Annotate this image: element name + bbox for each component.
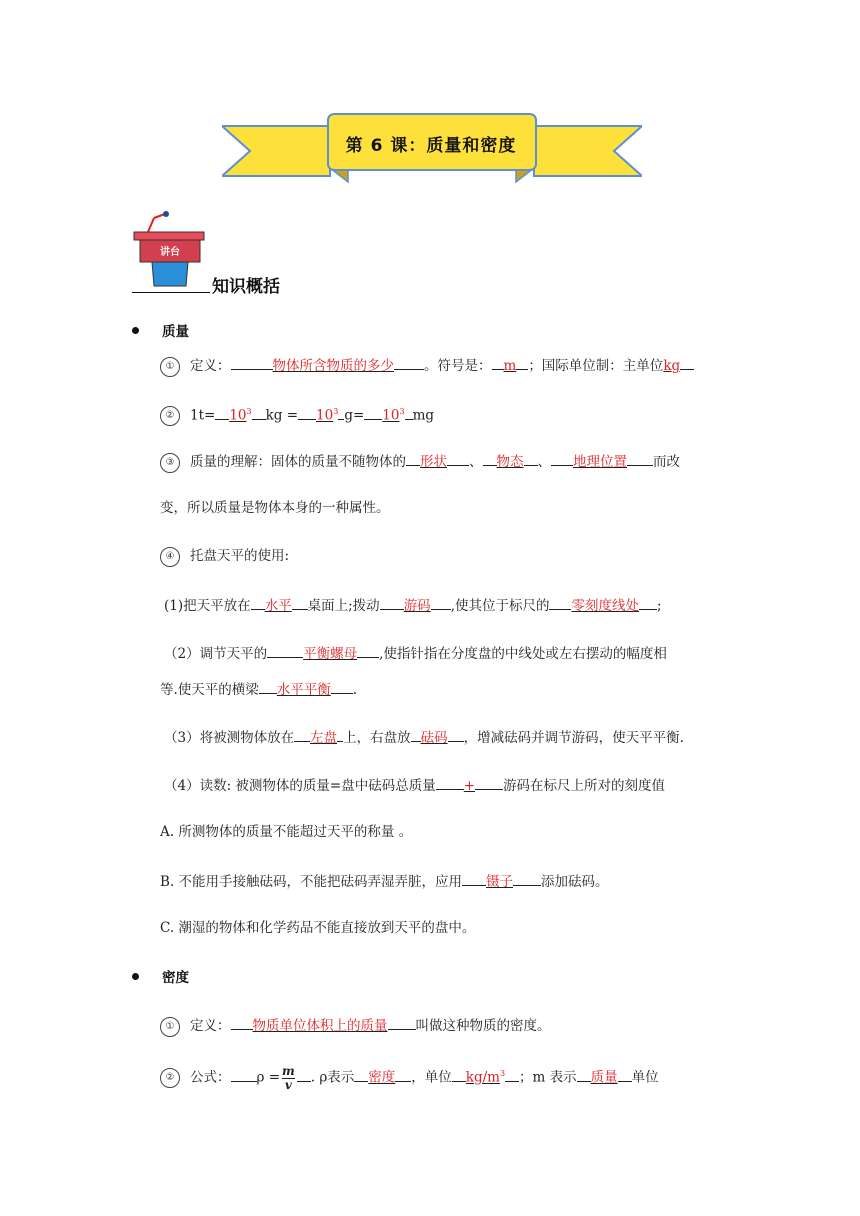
balance-step-2b: 等.使天平的横梁 水平平衡 . — [160, 678, 357, 700]
blank — [231, 354, 273, 370]
balance-step-3: （3）将被测物体放在 左盘 上，右盘放 砝码 ，增减砝码并调节游码，使天平平衡. — [164, 726, 684, 748]
bullet-dot — [132, 973, 139, 980]
note-b: B. 不能用手接触砝码，不能把砝码弄湿弄脏，应用 镊子 添加砝码。 — [160, 870, 609, 892]
podium-label: 讲台 — [160, 247, 180, 258]
page-title: 第 6 课：质量和密度 — [345, 136, 517, 156]
answer-definition: 物体所含物质的多少 — [272, 358, 394, 374]
mass-line-4: ④ 托盘天平的使用: — [160, 546, 289, 567]
mass-line-2: ② $1t= 10^3$ kg = $10^3$ $g= 10^3$ mg — [160, 402, 434, 426]
note-c: C. 潮湿的物体和化学药品不能直接放到天平的盘中。 — [160, 920, 476, 936]
bullet-dot — [132, 327, 139, 334]
answer-symbol: m — [503, 358, 517, 374]
mass-line-1: ① 定义： 物体所含物质的多少 。符号是： m ；国际单位制：主单位kg — [160, 354, 694, 377]
balance-step-2: （2）调节天平的 平衡螺母 ,使指针指在分度盘的中线处或左右摆动的幅度相 — [164, 642, 667, 664]
density-heading: 密度 — [162, 970, 189, 986]
formula-rho: ρ = — [256, 1069, 281, 1086]
circled-number: ① — [160, 357, 180, 377]
answer-unit: kg — [663, 358, 681, 374]
density-line-2: ② 公式： ρ = $\frac{m}{v}$ . ρ表示 密度 ，单位 $kg/m^3$ ；m 表示 质量 单位 — [160, 1064, 659, 1092]
section-heading: 知识概括 — [212, 277, 280, 297]
balance-step-4: （4）读数: 被测物体的质量=盘中砝码总质量 + 游码在标尺上所对的刻度值 — [164, 774, 665, 796]
balance-step-1: (1)把天平放在 水平 桌面上;拨动 游码 ,使其位于标尺的 零刻度线处 ; — [164, 594, 662, 616]
mass-heading: 质量 — [162, 324, 189, 340]
formula-fraction: $\frac{m}{v}$ — [282, 1063, 295, 1092]
density-line-1: ① 定义： 物质单位体积上的质量 叫做这种物质的密度。 — [160, 1014, 551, 1037]
mass-line-3b: 变，所以质量是物体本身的一种属性。 — [160, 500, 390, 516]
mass-line-3: ③ 质量的理解：固体的质量不随物体的 形状 、 物态 、 地理位置 而改 — [160, 450, 680, 473]
heading-rule — [132, 292, 210, 293]
note-a: A. 所测物体的质量不能超过天平的称量 。 — [160, 824, 413, 840]
